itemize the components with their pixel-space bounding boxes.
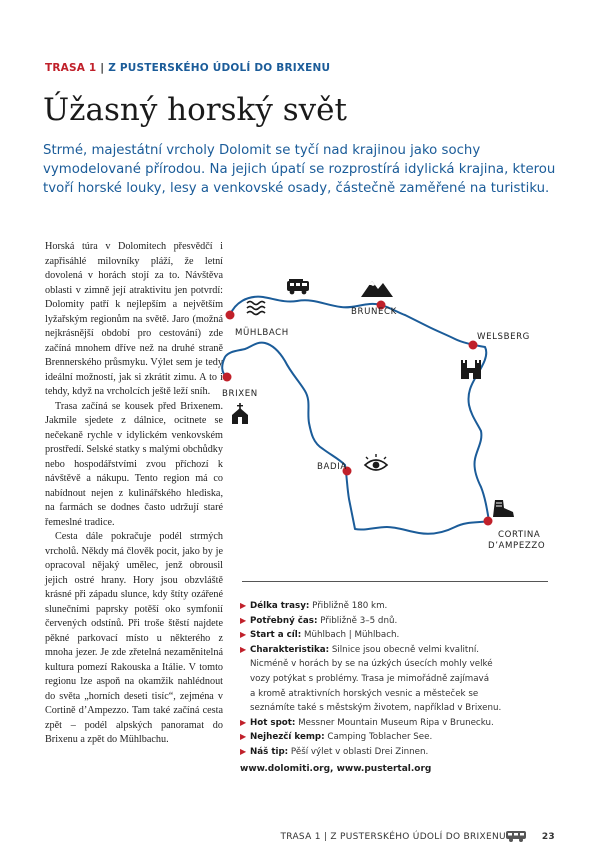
label-bruneck: BRUNECK [351, 307, 397, 317]
label-cortina-line1: CORTINA [498, 530, 541, 540]
body-text [45, 240, 223, 748]
fact-continuation: a kromě atraktivních horských vesnic a městeček se [250, 688, 479, 699]
bullet-arrow-icon: ▶ [240, 630, 247, 640]
mountains-icon [361, 281, 393, 297]
eye-icon [365, 454, 387, 470]
fact-item [240, 614, 560, 629]
page-number: 23 [541, 832, 555, 842]
label-welsberg: WELSBERG [477, 332, 530, 342]
route-name: Z PUSTERSKÉHO ÚDOLÍ DO BRIXENU [108, 62, 331, 74]
fact-continuation: vozy potýkat s problémy. Trasa je mimořádně zajímavá [250, 673, 490, 684]
bullet-arrow-icon: ▶ [240, 717, 247, 727]
fact-value: Přibližně 180 km. [312, 601, 388, 611]
stop-muhlbach [226, 311, 235, 320]
website-links: www.dolomiti.org, www.pustertal.org [240, 764, 432, 774]
stop-cortina [484, 517, 493, 526]
fact-key: Start a cíl: [250, 630, 302, 641]
church-icon [232, 403, 248, 424]
fact-item [240, 730, 560, 745]
fact-key: Náš tip: [250, 746, 289, 757]
route-kicker [45, 62, 330, 74]
fact-key: Charakteristika: [250, 644, 330, 655]
label-muhlbach: MÜHLBACH [235, 328, 289, 338]
label-cortina-line2: D’AMPEZZO [488, 541, 546, 551]
fact-key: Potřebný čas: [250, 615, 318, 626]
label-brixen: BRIXEN [222, 389, 258, 399]
body-paragraph-1: Horská túra v Dolomitech přesvědčí i zapřisáhlé milovníky pláží, že letní dovolená v horách stojí za to. Návštěva oblasti v zimně její atraktivitu jen potvrdí: Dolomity patří k nejlepším a největším lyžařským regionům na světě. Jaro (možná nejkrásnější období pro cestování) zde začíná mnohem dříve než na druhé straně Brennerského průsmyku. Výlet sem je tedy ideální možností, jak si zkrátit zimu. A to i tehdy, když na vrcholcích ještě leží sníh. [45, 241, 223, 397]
fact-value: Přibližně 3–5 dnů. [320, 615, 398, 626]
body-paragraph-2: Trasa začíná se kousek před Brixenem. Jakmile sjedete z dálnice, ocitnete se nečekaně rychle v idylickém venkovském prostředí. Selské statky s malými obchůdky nebo hospodářstvími zvou příchozí k návštěvě a nákupu. Tento region má co nabídnout nejen z kulinářského hlediska, na farmách se dodnes často udržují staré řemeslné tradice. [45, 400, 223, 528]
fact-item [240, 599, 560, 614]
fact-item [240, 628, 560, 643]
lead-paragraph: Strmé, majestátní vrcholy Dolomit se tyčí nad krajinou jako sochy vymodelované přírodou. Na jejich úpatí se rozprostírá idylická krajina, kterou tvoří horské louky, lesy a venkovské osady, částečně zaměřené na turistiku. [43, 143, 556, 197]
fact-continuation: seznámíte také s městským životem, například v Brixenu. [250, 703, 502, 714]
page-footer [280, 832, 555, 842]
fact-value: Silnice jsou obecně velmi kvalitní. [331, 644, 480, 655]
bullet-arrow-icon: ▶ [240, 746, 247, 756]
castle-icon [461, 360, 481, 379]
fact-value: Messner Mountain Museum Ripa v Brunecku. [298, 717, 494, 728]
fact-continuation: Nicméně v horách by se na úzkých úsecích mohly velké [250, 659, 493, 670]
bullet-arrow-icon: ▶ [240, 732, 247, 742]
fact-item [240, 716, 560, 731]
fact-value: Pěší výlet v oblasti Drei Zinnen. [290, 746, 429, 757]
fact-key: Délka trasy: [250, 601, 310, 611]
fact-value: Mühlbach | Mühlbach. [303, 630, 400, 641]
fact-item [240, 643, 560, 716]
bullet-arrow-icon: ▶ [240, 644, 247, 654]
label-badia: BADIA [317, 462, 347, 472]
bullet-arrow-icon: ▶ [240, 601, 247, 610]
hiking-boot-icon [493, 500, 514, 517]
fact-key: Nejhezčí kemp: [250, 732, 325, 743]
body-paragraph-3: Cesta dále pokračuje podél strmých vrcholů. Někdy má člověk pocit, jako by je opracoval nějaký umělec, jenž obrousil jejich ostré hrany. Hory jsou obzvláště krásné při západu slunce, kdy štíty ozářené slunečními paprsky potěší oko symfonií červených odstínů. Při troše štěstí najdete pěkné parkovací místo u některého z mnoha jezer. Je zde zřetelná nezaměnitelná kultura pomezí Rakouska a Itálie. V tomto regionu lze aspoň na okamžik nahlédnout do světa „horních deseti tisíc“, zejména v Cortině d’Ampezzo. Tam také začíná cesta zpět – podél alpských panoramat do Brixenu a zpět do Mühlbachu. [45, 531, 223, 745]
footer-section: TRASA 1 | Z PUSTERSKÉHO ÚDOLÍ DO BRIXENU [280, 832, 506, 842]
fact-item [240, 745, 560, 760]
fact-value: Camping Toblacher See. [327, 732, 433, 743]
camper-van-icon [287, 279, 309, 294]
bullet-arrow-icon: ▶ [240, 615, 247, 625]
page-title: Úžasný horský svět [43, 92, 347, 128]
kicker-separator: | [100, 62, 105, 74]
fact-key: Hot spot: [250, 717, 296, 728]
route-map [215, 265, 570, 555]
facts-list [240, 599, 560, 760]
route-label: TRASA 1 [45, 62, 97, 74]
water-waves-icon [247, 302, 265, 315]
stop-brixen [223, 373, 232, 382]
facts-divider [242, 581, 548, 582]
